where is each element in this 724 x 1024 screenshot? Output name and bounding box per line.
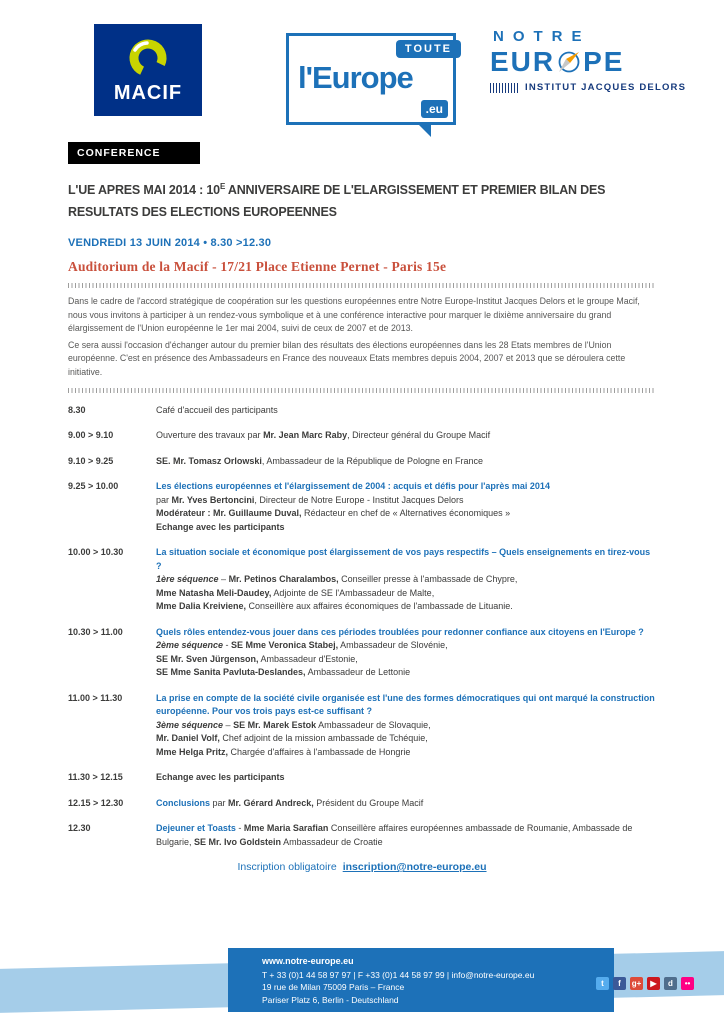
phone-fax-text: T + 33 (0)1 44 58 97 97 | F +33 (0)1 44 58 97 99 |: [262, 969, 452, 980]
schedule-entry-line: Mme Dalia Kreiviene, Conseillère aux affaires économiques de l'ambassade de Lituanie.: [156, 601, 513, 612]
schedule-entry-line: par Mr. Yves Bertoncini, Directeur de Notre Europe - Institut Jacques Delors: [156, 494, 464, 505]
compass-icon: [557, 50, 581, 74]
europe-word-post: PE: [583, 46, 625, 77]
schedule-time: 9.10 > 9.25: [68, 455, 114, 466]
notre-europe-logo: [490, 28, 695, 93]
toute-label: TOUTE: [396, 40, 461, 58]
schedule-time: 8.30: [68, 404, 86, 415]
footer-contact-block: [228, 948, 614, 1012]
schedule-entry-line: Echange avec les participants: [156, 521, 285, 532]
schedule-entry-line: SE Mme Sanita Pavluta-Deslandes, Ambassadeur de Lettonie: [156, 667, 411, 678]
event-date: VENDREDI 13 JUIN 2014 • 8.30 >12.30: [68, 236, 272, 249]
intro-paragraph-1: Dans le cadre de l'accord stratégique de coopération sur les questions européennes entre Notre Europe-Institut Jacques Delors et le groupe Macif, nous vous invitons à participer à un rendez-vous symbolique et à une conférence interactive pour marquer le dixième anniversaire du grand élargissement de l'Union européenne le 1er mai 2004, suivi de ceux de 2007 et de 2013.: [68, 295, 640, 334]
schedule-entry-line: La prise en compte de la société civile organisée est l'une des formes démocratiques qui ont marqué la construction européenne. Pour vos trois pays est-ce suffisant ?: [156, 692, 655, 717]
title-superscript: E: [219, 182, 226, 191]
dailymotion-icon[interactable]: d: [664, 977, 677, 990]
barcode-icon: [490, 83, 520, 93]
conference-banner: CONFERENCE: [68, 142, 200, 164]
dotted-separator: [68, 388, 656, 393]
page-title: [68, 180, 656, 224]
macif-logo: [94, 24, 202, 116]
schedule-entry-line: 2ème séquence - SE Mme Veronica Stabej, Ambassadeur de Slovénie,: [156, 640, 448, 651]
document-body: [68, 142, 656, 873]
schedule-entry: [156, 404, 656, 418]
berlin-address: Pariser Platz 6, Berlin - Deutschland: [262, 995, 399, 1005]
schedule-entry-line: 1ère séquence – Mr. Petinos Charalambos, Conseiller presse à l'ambassade de Chypre,: [156, 574, 518, 585]
schedule-row: [68, 455, 656, 469]
schedule-entry-line: SE. Mr. Tomasz Orlowski, Ambassadeur de la République de Pologne en France: [156, 455, 484, 466]
schedule-entry-line: Ouverture des travaux par Mr. Jean Marc Raby, Directeur général du Groupe Macif: [156, 430, 491, 441]
schedule-row: [68, 546, 656, 614]
schedule-time: 11.30 > 12.15: [68, 772, 123, 783]
social-icons: [596, 977, 694, 990]
schedule-entry-line: La situation sociale et économique post élargissement de vos pays respectifs – Quels enseignements en tirez-vous ?: [156, 547, 651, 571]
macif-emblem-icon: [125, 35, 171, 81]
speech-bubble-tail: [418, 124, 431, 137]
schedule-time: 10.30 > 11.00: [68, 626, 123, 637]
google-plus-icon[interactable]: g+: [631, 979, 642, 988]
dotted-separator: [68, 283, 656, 288]
schedule-entry-line: Quels rôles entendez-vous jouer dans ces périodes troublées pour redonner confiance aux citoyens en l'Europe ?: [156, 626, 644, 637]
schedule-entry-line: Mme Helga Pritz, Chargée d'affaires à l'ambassade de Hongrie: [156, 746, 411, 757]
europe-word-pre: EUR: [490, 46, 556, 77]
schedule-row: [68, 429, 656, 443]
registration-line: [68, 861, 656, 873]
institut-line: [490, 82, 695, 93]
schedule-entry-line: Dejeuner et Toasts - Mme Maria Sarafian Conseillère affaires européennes ambassade de Roumanie, Ambassade de Bulgarie, SE Mr. Ivo Goldstein Ambassadeur de Croatie: [156, 823, 633, 847]
flickr-icon[interactable]: ••: [681, 977, 694, 990]
schedule-entry-line: Mme Natasha Meli-Daudey, Adjointe de SE l'Ambassadeur de Malte,: [156, 587, 435, 598]
schedule-entry-line: 3ème séquence – SE Mr. Marek Estok Ambassadeur de Slovaquie,: [156, 719, 431, 730]
facebook-icon[interactable]: f: [613, 977, 626, 990]
schedule-entry: [156, 546, 656, 614]
event-venue: Auditorium de la Macif - 17/21 Place Etienne Pernet - Paris 15e: [68, 258, 447, 274]
schedule-entry-line: Café d'accueil des participants: [156, 404, 278, 415]
leurope-wordmark: l'Europe: [298, 60, 413, 95]
youtube-icon[interactable]: ▶: [647, 977, 660, 990]
schedule-row: [68, 692, 656, 760]
schedule-entry-line: Echange avec les participants: [156, 772, 285, 783]
schedule-row: [68, 480, 656, 534]
intro-text: [68, 295, 656, 380]
schedule-time: 11.00 > 11.30: [68, 692, 123, 703]
institut-label: INSTITUT JACQUES DELORS: [525, 82, 687, 93]
schedule-time: 9.00 > 9.10: [68, 430, 114, 441]
schedule-time: 12.30: [68, 823, 91, 834]
info-email-link[interactable]: info@notre-europe.eu: [451, 969, 535, 980]
schedule-row: [68, 771, 656, 785]
schedule-entry: [156, 797, 656, 811]
europe-wordmark: [490, 46, 695, 78]
twitter-icon[interactable]: t: [596, 977, 609, 990]
schedule-entry-line: Les élections européennes et l'élargissement de 2004 : acquis et défis pour l'après mai 2014: [156, 481, 550, 492]
schedule-entry: [156, 480, 656, 534]
schedule-time: 10.00 > 10.30: [68, 547, 124, 558]
eu-tld-badge: .eu: [421, 100, 448, 118]
schedule-time: 9.25 > 10.00: [68, 481, 119, 492]
schedule-entry: [156, 626, 656, 680]
schedule-entry: [156, 771, 656, 785]
schedule-entry-line: Modérateur : Mr. Guillaume Duval, Rédacteur en chef de « Alternatives économiques »: [156, 508, 511, 519]
schedule-row: [68, 822, 656, 849]
schedule-entry-line: Conclusions par Mr. Gérard Andreck, Président du Groupe Macif: [156, 797, 424, 808]
contact-line: [262, 969, 604, 982]
schedule-entry: [156, 429, 656, 443]
macif-wordmark: MACIF: [113, 82, 183, 104]
registration-email-link[interactable]: inscription@notre-europe.eu: [342, 861, 487, 874]
schedule-row: [68, 797, 656, 811]
schedule-entry: [156, 822, 656, 849]
title-post: ANNIVERSAIRE DE L'ELARGISSEMENT ET PREMIER BILAN DES RESULTATS DES ELECTIONS EUROPEENNES: [68, 183, 606, 220]
schedule-entry: [156, 692, 656, 760]
schedule-entry: [156, 455, 656, 469]
schedule-row: [68, 404, 656, 418]
schedule-time: 12.15 > 12.30: [68, 797, 124, 808]
website-link[interactable]: www.notre-europe.eu: [262, 956, 354, 966]
registration-label: Inscription obligatoire: [237, 861, 337, 874]
schedule-entry-line: SE Mr. Sven Jürgenson, Ambassadeur d'Estonie,: [156, 653, 358, 664]
notre-wordmark: NOTRE: [493, 28, 591, 45]
intro-paragraph-2: Ce sera aussi l'occasion d'échanger autour du premier bilan des résultats des élections européennes dans les 28 Etats membres de l'Union européenne. C'est en présence des Ambassadeurs en France des nouveaux Etats membres depuis 2004, 2007 et 2013 que se déroulera cette initiative.: [68, 339, 626, 378]
toute-leurope-logo: [286, 33, 456, 125]
footer: [0, 948, 724, 1014]
schedule-row: [68, 626, 656, 680]
paris-address: 19 rue de Milan 75009 Paris – France: [262, 982, 405, 993]
title-pre: L'UE APRES MAI 2014 : 10: [68, 183, 220, 198]
schedule: [68, 404, 656, 850]
schedule-entry-line: Mr. Daniel Volf, Chef adjoint de la mission ambassade de Tchéquie,: [156, 733, 428, 744]
